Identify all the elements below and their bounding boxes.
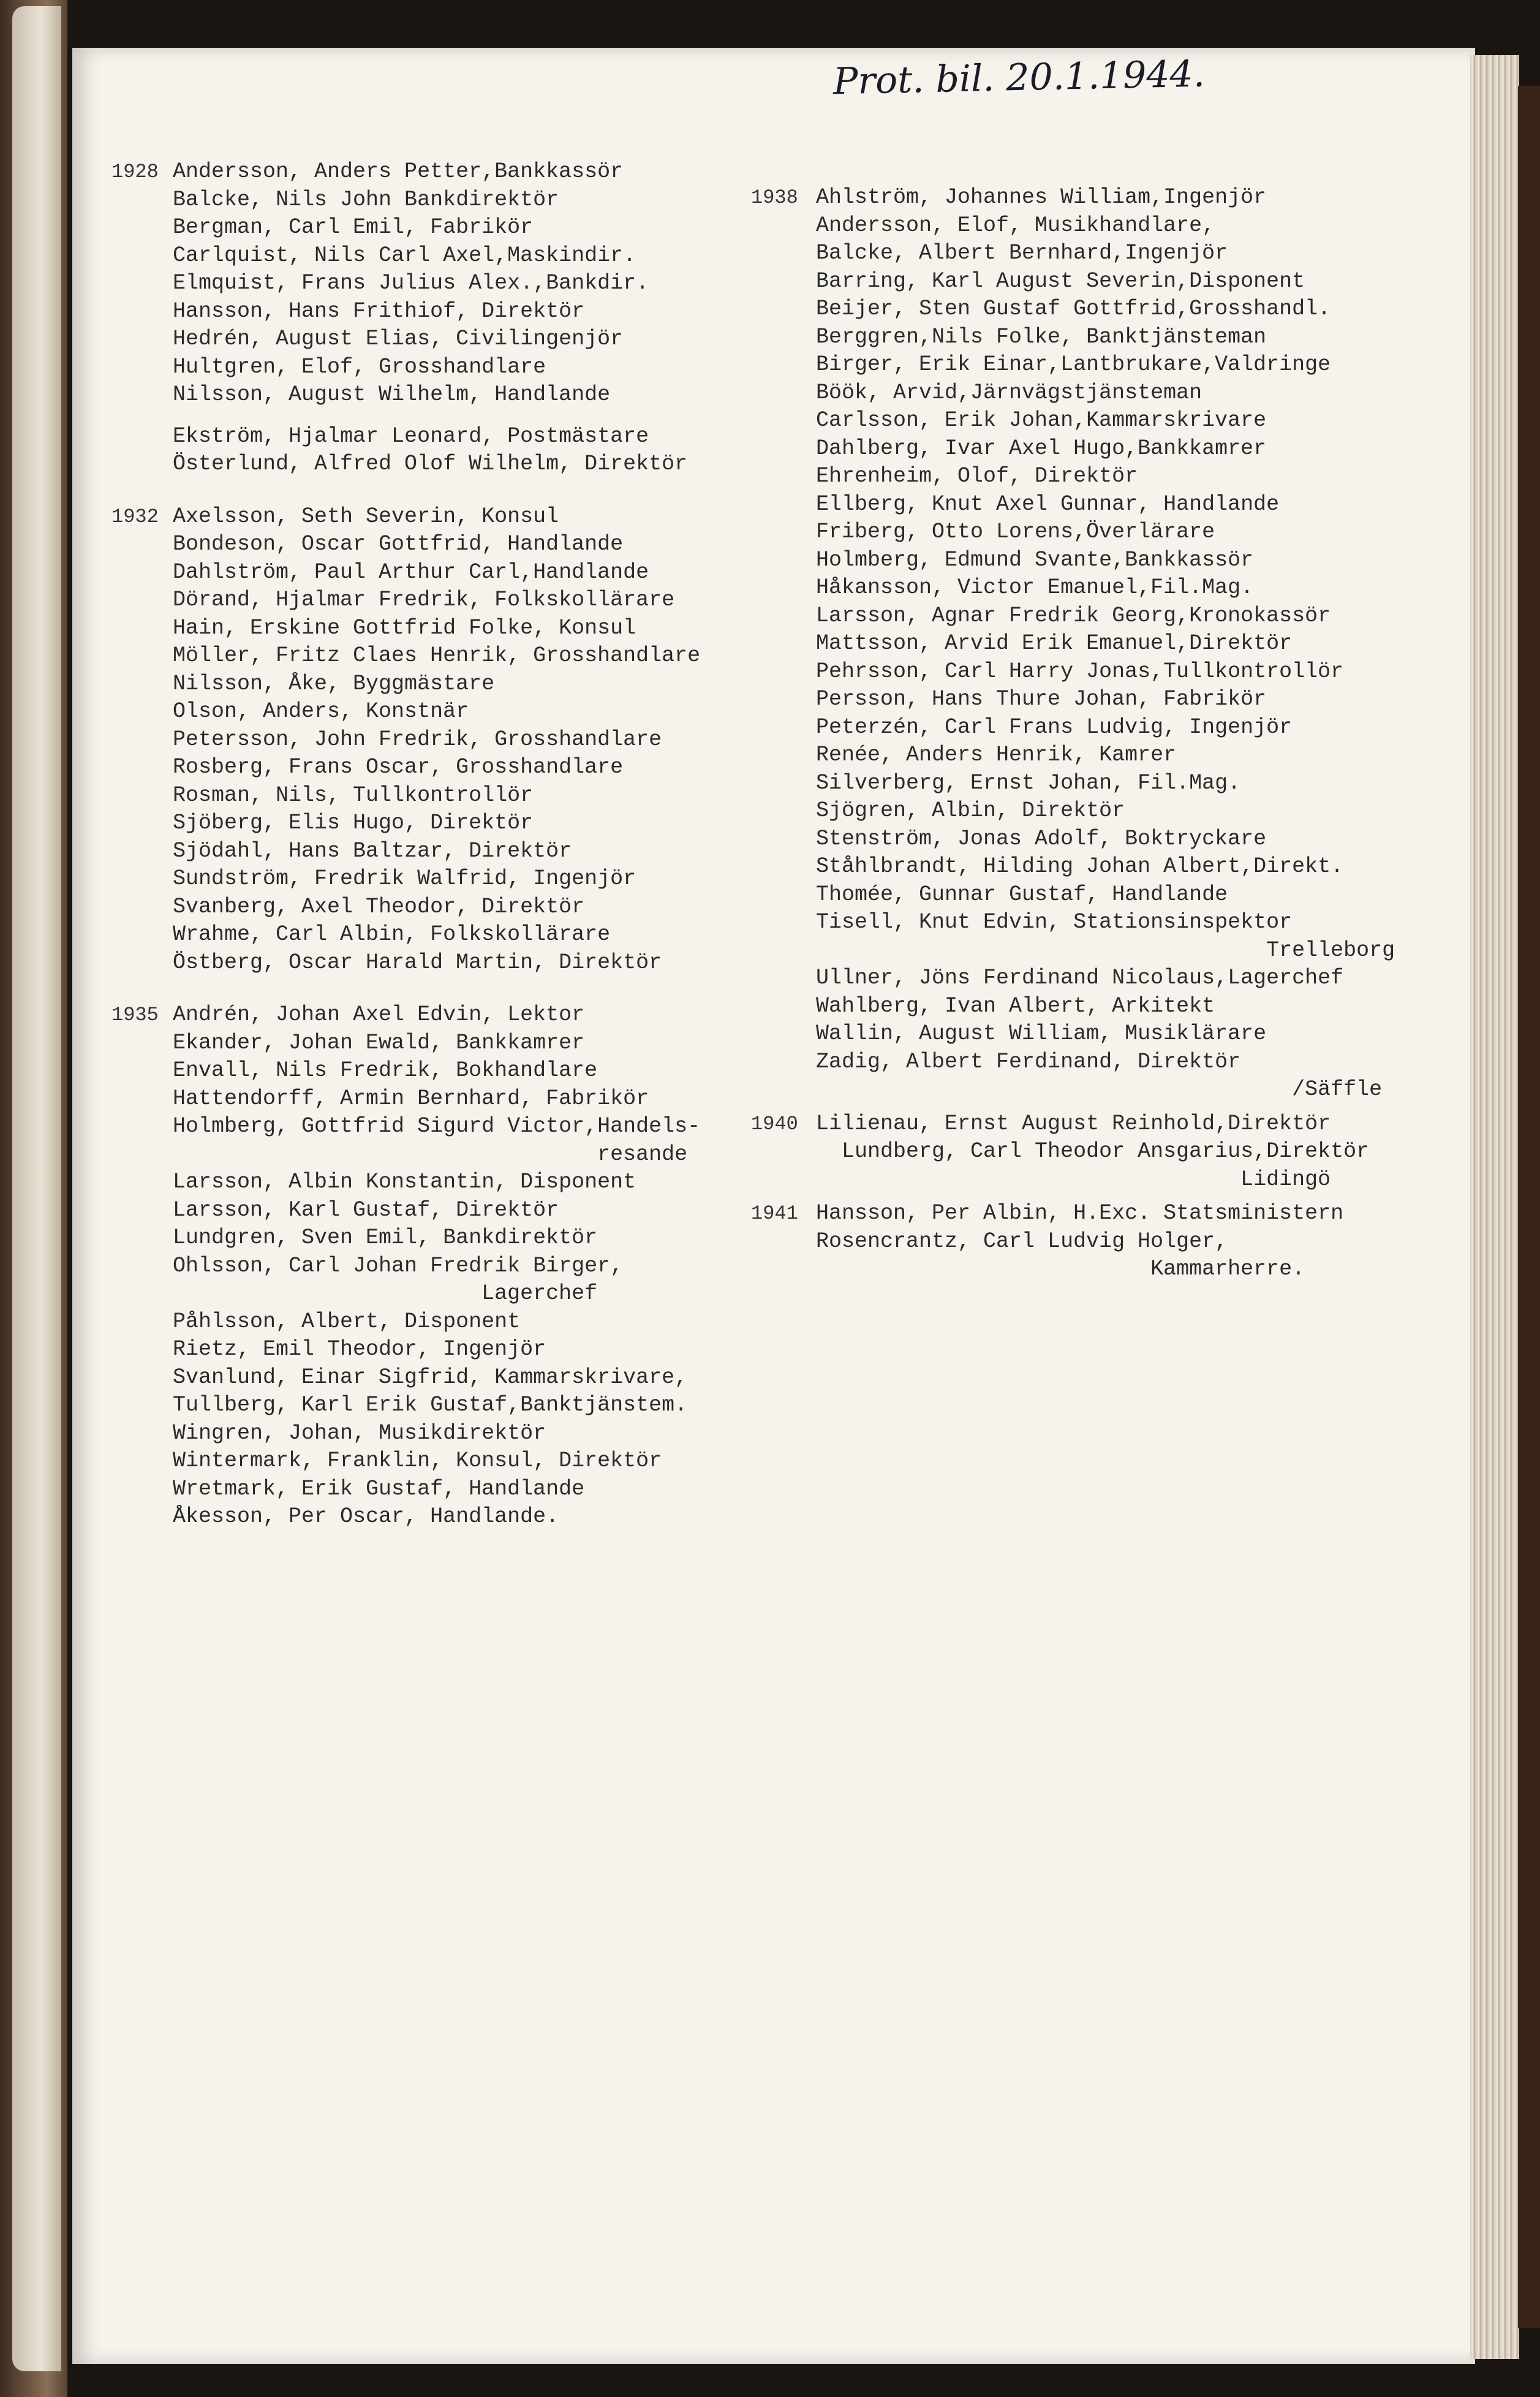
member-entry: Svanberg, Axel Theodor, Direktör (173, 894, 585, 919)
member-entry: Lilienau, Ernst August Reinhold,Direktör (816, 1111, 1331, 1136)
member-entry: Hansson, Hans Frithiof, Direktör (173, 298, 585, 324)
member-entry: Peterzén, Carl Frans Ludvig, Ingenjör (816, 714, 1293, 740)
right-column (751, 184, 1435, 1284)
member-entry: Larsson, Agnar Fredrik Georg,Kronokassör (816, 603, 1331, 628)
member-entry: Ellberg, Knut Axel Gunnar, Handlande (816, 491, 1280, 517)
member-entry: Nilsson, August Wilhelm, Handlande (173, 382, 611, 407)
member-entry: Envall, Nils Fredrik, Bokhandlare (173, 1058, 598, 1083)
member-entry: Nilsson, Åke, Byggmästare (173, 671, 495, 696)
member-entry: Thomée, Gunnar Gustaf, Handlande (816, 882, 1228, 907)
member-entry: Lagerchef (173, 1281, 598, 1306)
member-entry: Axelsson, Seth Severin, Konsul (173, 504, 559, 529)
member-entry: Hedrén, August Elias, Civilingenjör (173, 327, 624, 351)
member-entry: Berggren,Nils Folke, Banktjänsteman (816, 324, 1267, 349)
member-entry: Hultgren, Elof, Grosshandlare (173, 354, 546, 379)
member-entry: Håkansson, Victor Emanuel,Fil.Mag. (816, 575, 1254, 600)
member-entry: Lundberg, Carl Theodor Ansgarius,Direktör (816, 1139, 1370, 1164)
member-entry: Wintermark, Franklin, Konsul, Direktör (173, 1448, 662, 1473)
member-entry: Hattendorff, Armin Bernhard, Fabrikör (173, 1086, 649, 1111)
member-entry: Svanlund, Einar Sigfrid, Kammarskrivare, (173, 1365, 688, 1390)
left-column (111, 158, 761, 1531)
member-entry: Andrén, Johan Axel Edvin, Lektor (173, 1002, 585, 1027)
member-entry: Ekström, Hjalmar Leonard, Postmästare (173, 423, 649, 449)
member-entry: resande (173, 1142, 688, 1167)
member-entry: Silverberg, Ernst Johan, Fil.Mag. (816, 770, 1241, 795)
member-entry: Rosencrantz, Carl Ludvig Holger, (816, 1229, 1228, 1254)
member-entry: Persson, Hans Thure Johan, Fabrikör (816, 687, 1267, 711)
member-entry: Tullberg, Karl Erik Gustaf,Banktjänstem. (173, 1393, 688, 1417)
member-entry: Balcke, Albert Bernhard,Ingenjör (816, 241, 1228, 265)
member-entry: Påhlsson, Albert, Disponent (173, 1309, 521, 1334)
member-entry: Wingren, Johan, Musikdirektör (173, 1420, 546, 1445)
group-spacer (173, 479, 761, 503)
member-entry: Holmberg, Gottfrid Sigurd Victor,Handels- (173, 1114, 701, 1138)
group-spacer (816, 1104, 1435, 1110)
member-entry: Birger, Erik Einar,Lantbrukare,Valdringe (816, 352, 1331, 377)
member-entry: Möller, Fritz Claes Henrik, Grosshandlare (173, 643, 701, 668)
member-entry: Larsson, Albin Konstantin, Disponent (173, 1170, 636, 1194)
member-entry: Böök, Arvid,Järnvägstjänsteman (816, 380, 1202, 405)
previous-page-edge (12, 6, 61, 2371)
member-entry: Dahlström, Paul Arthur Carl,Handlande (173, 559, 649, 585)
member-entry: Rietz, Emil Theodor, Ingenjör (173, 1337, 546, 1361)
member-entry: Ahlström, Johannes William,Ingenjör (816, 185, 1267, 210)
member-entry: /Säffle (816, 1077, 1383, 1102)
member-entry: Wahlberg, Ivan Albert, Arkitekt (816, 993, 1215, 1018)
member-entry: Ehrenheim, Olof, Direktör (816, 464, 1138, 488)
year-group (111, 503, 761, 977)
member-entry: Sjögren, Albin, Direktör (816, 798, 1125, 823)
year-label: 1941 (751, 1202, 798, 1225)
member-entry: Pehrsson, Carl Harry Jonas,Tullkontrollör (816, 659, 1344, 684)
member-entry: Kammarherre. (816, 1257, 1305, 1281)
member-entry: Åkesson, Per Oscar, Handlande. (173, 1504, 559, 1529)
member-entry: Rosberg, Frans Oscar, Grosshandlare (173, 755, 624, 779)
member-entry: Balcke, Nils John Bankdirektör (173, 187, 559, 212)
member-entry: Andersson, Anders Petter,Bankkassör (173, 159, 624, 184)
member-entry: Renée, Anders Henrik, Kamrer (816, 743, 1177, 767)
member-entry: Hansson, Per Albin, H.Exc. Statsministern (816, 1201, 1344, 1225)
member-entry: Elmquist, Frans Julius Alex.,Bankdir. (173, 271, 649, 295)
member-entry: Dörand, Hjalmar Fredrik, Folkskollärare (173, 588, 675, 612)
member-entry: Ohlsson, Carl Johan Fredrik Birger, (173, 1253, 624, 1278)
member-entry: Ståhlbrandt, Hilding Johan Albert,Direkt. (816, 854, 1344, 879)
year-group (751, 1110, 1435, 1194)
member-entry: Andersson, Elof, Musikhandlare, (816, 213, 1215, 238)
year-group (111, 158, 761, 479)
year-group (751, 184, 1435, 1104)
member-entry: Beijer, Sten Gustaf Gottfrid,Grosshandl. (816, 297, 1331, 321)
member-entry: Lidingö (816, 1167, 1331, 1192)
page-edges (1470, 55, 1519, 2359)
year-label: 1938 (751, 186, 798, 209)
book-cover-edge (1518, 86, 1540, 2328)
member-entry: Sundström, Fredrik Walfrid, Ingenjör (173, 866, 636, 891)
page-header-handwritten: Prot. bil. 20.1.1944. (832, 52, 1206, 104)
member-entry: Wallin, August William, Musiklärare (816, 1021, 1267, 1046)
group-spacer (816, 1194, 1435, 1200)
member-entry: Bondeson, Oscar Gottfrid, Handlande (173, 532, 624, 556)
member-entry: Lundgren, Sven Emil, Bankdirektör (173, 1225, 598, 1250)
year-label: 1928 (111, 161, 159, 183)
member-entry: Rosman, Nils, Tullkontrollör (173, 782, 534, 808)
member-entry: Holmberg, Edmund Svante,Bankkassör (816, 547, 1254, 572)
blank-line (173, 409, 761, 423)
member-entry: Tisell, Knut Edvin, Stationsinspektor (816, 910, 1293, 934)
member-entry: Sjöberg, Elis Hugo, Direktör (173, 811, 534, 835)
member-entry: Hain, Erskine Gottfrid Folke, Konsul (173, 615, 636, 640)
member-entry: Trelleborg (816, 937, 1395, 963)
member-entry: Olson, Anders, Konstnär (173, 699, 469, 724)
year-group (111, 1001, 761, 1531)
member-entry: Larsson, Karl Gustaf, Direktör (173, 1197, 559, 1222)
member-entry: Ekander, Johan Ewald, Bankkamrer (173, 1030, 585, 1055)
member-entry: Dahlberg, Ivar Axel Hugo,Bankkamrer (816, 436, 1267, 461)
member-entry: Petersson, John Fredrik, Grosshandlare (173, 727, 662, 752)
member-entry: Friberg, Otto Lorens,Överlärare (816, 520, 1215, 544)
year-label: 1935 (111, 1004, 159, 1026)
member-entry: Wretmark, Erik Gustaf, Handlande (173, 1476, 585, 1501)
member-entry: Ullner, Jöns Ferdinand Nicolaus,Lagerchef (816, 966, 1344, 990)
member-entry: Österlund, Alfred Olof Wilhelm, Direktör (173, 452, 688, 476)
year-group (751, 1200, 1435, 1284)
member-entry: Sjödahl, Hans Baltzar, Direktör (173, 838, 572, 863)
member-entry: Bergman, Carl Emil, Fabrikör (173, 215, 534, 240)
member-entry: Östberg, Oscar Harald Martin, Direktör (173, 950, 662, 975)
year-label: 1940 (751, 1112, 798, 1135)
member-entry: Barring, Karl August Severin,Disponent (816, 268, 1305, 293)
member-entry: Wrahme, Carl Albin, Folkskollärare (173, 922, 611, 947)
member-entry: Carlquist, Nils Carl Axel,Maskindir. (173, 243, 636, 268)
member-entry: Stenström, Jonas Adolf, Boktryckare (816, 826, 1267, 851)
year-label: 1932 (111, 505, 159, 528)
member-entry: Carlsson, Erik Johan,Kammarskrivare (816, 408, 1267, 433)
member-entry: Mattsson, Arvid Erik Emanuel,Direktör (816, 631, 1293, 656)
group-spacer (173, 977, 761, 1001)
member-entry: Zadig, Albert Ferdinand, Direktör (816, 1049, 1241, 1074)
